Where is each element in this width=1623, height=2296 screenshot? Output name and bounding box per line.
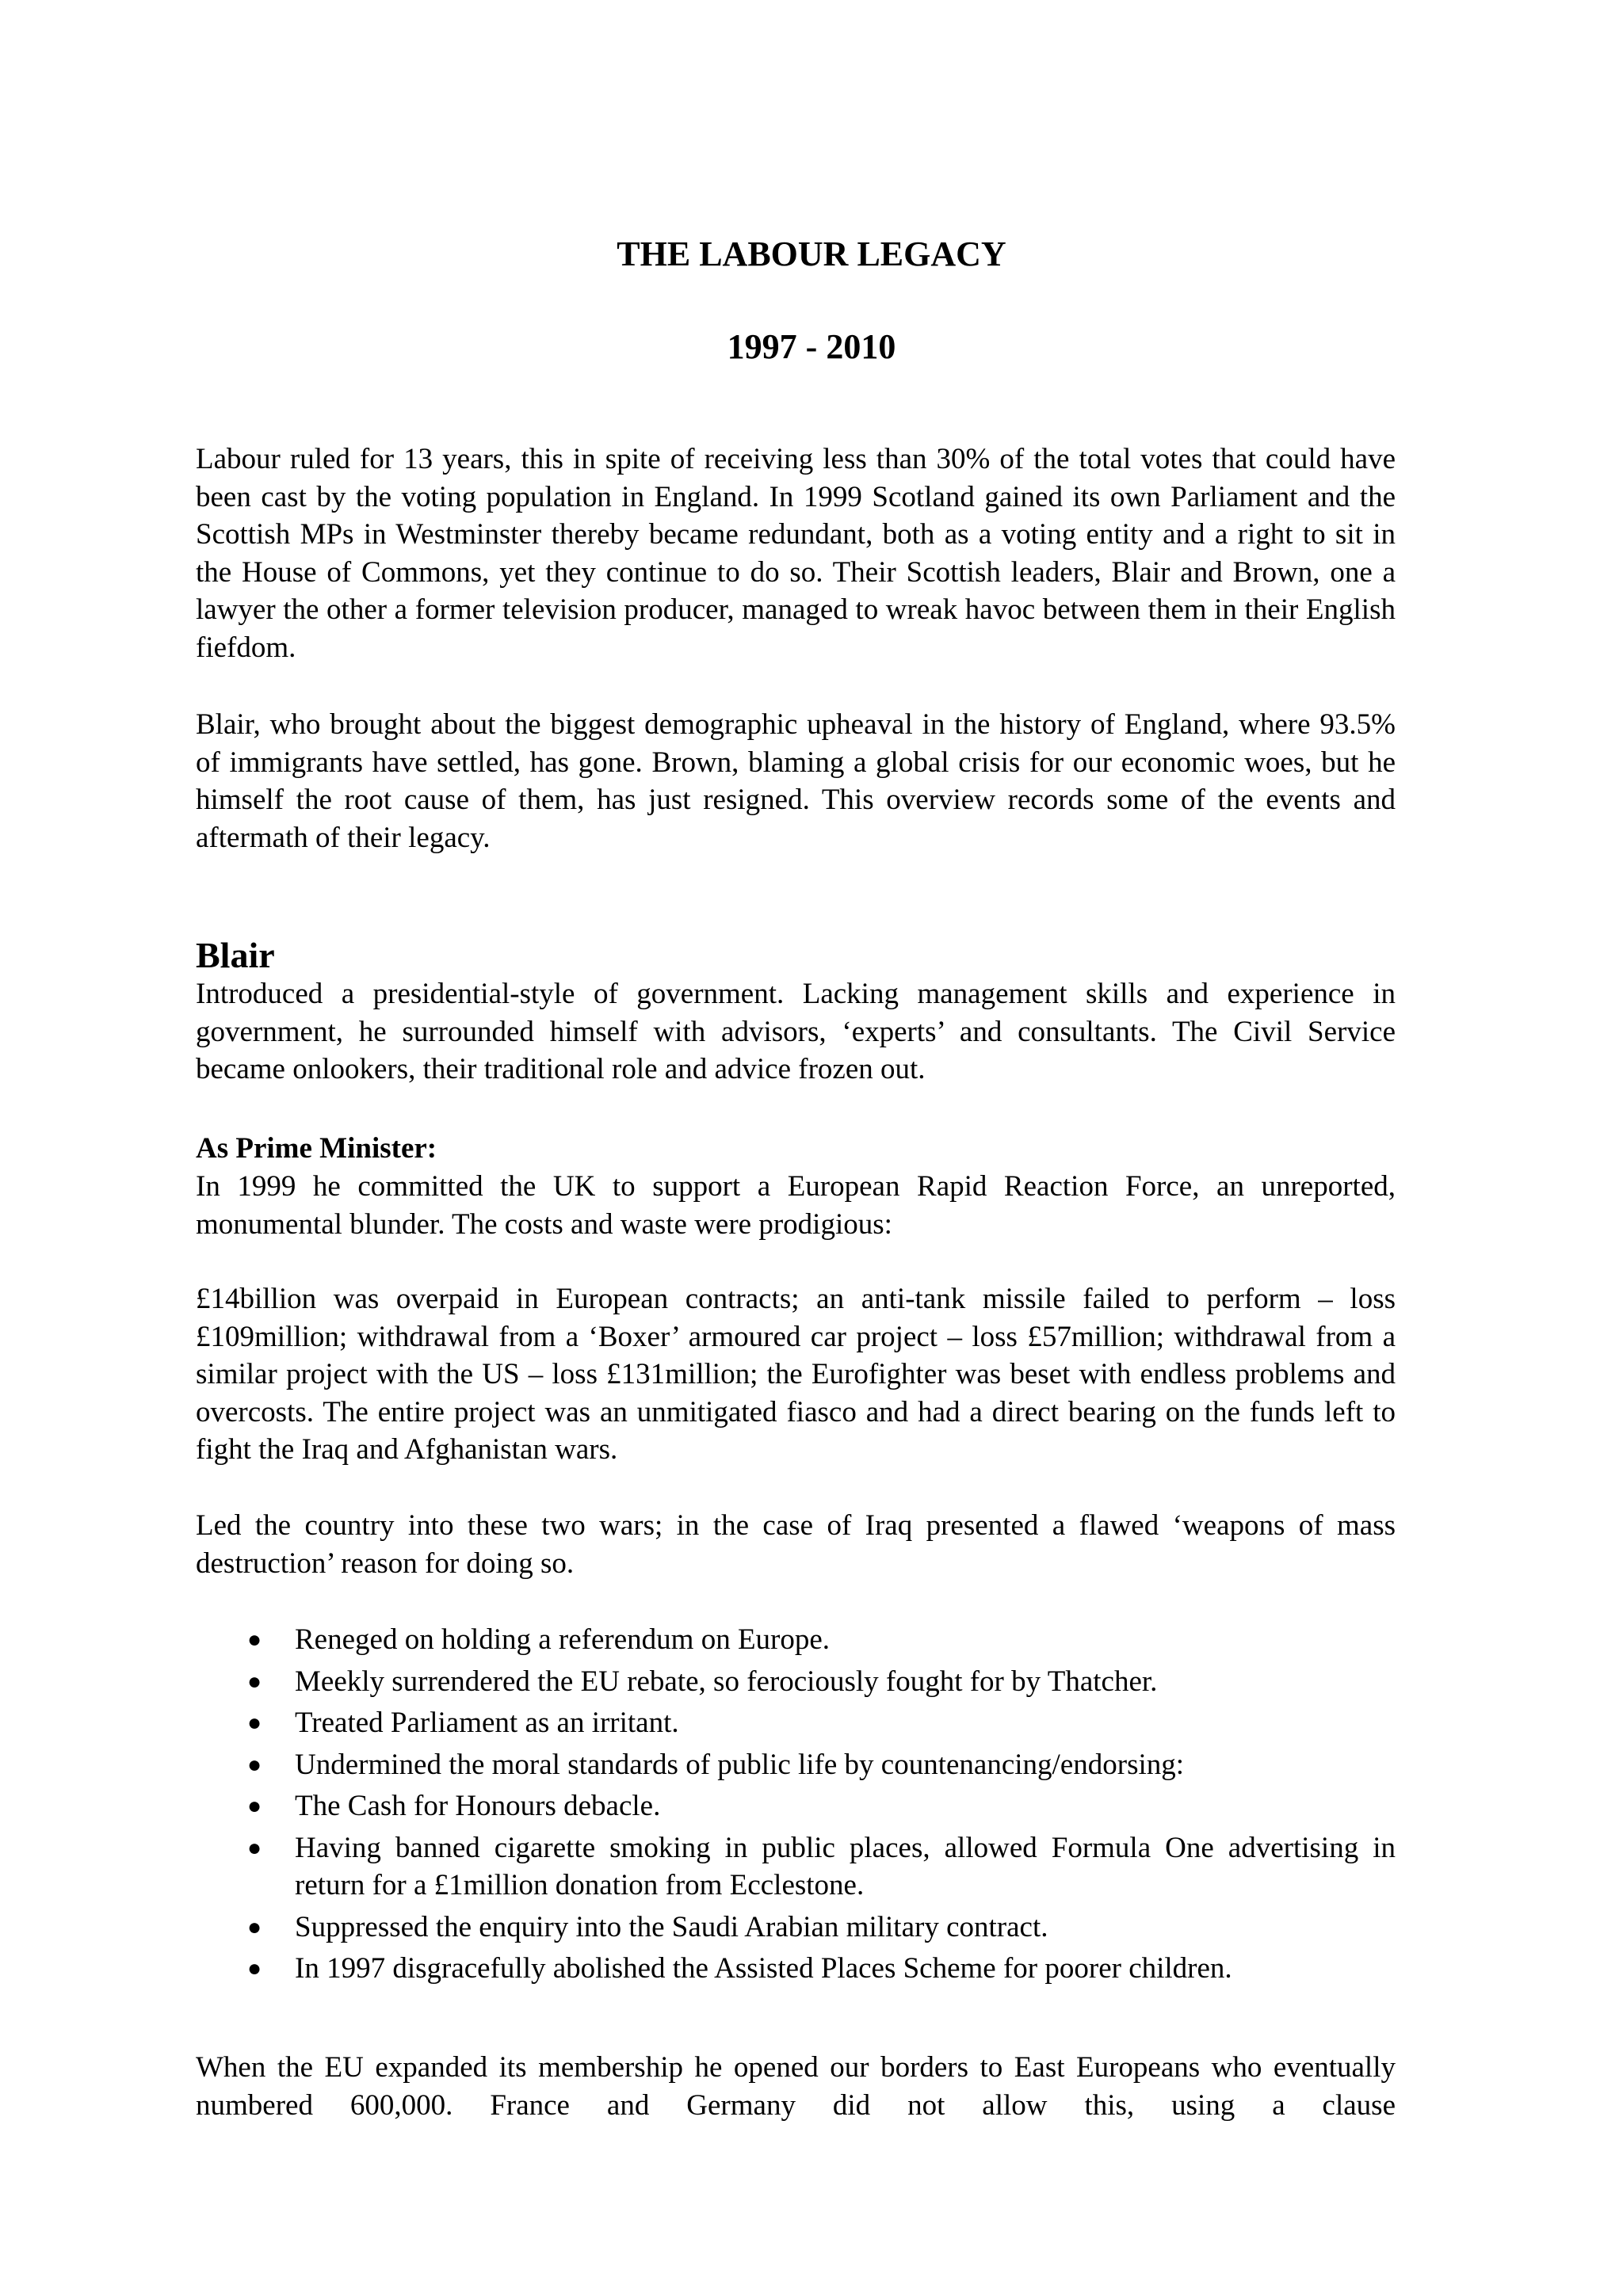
pm-paragraph: £14billion was overpaid in European contracts; an anti-tank missile failed to perform – loss £109million; withdrawal from a ‘Boxer’ armoured car project – loss £57million; withdrawal from a similar project with the US – loss £131million; the Eurofighter was beset with endless problems and overcosts. The entire project was an unmitigated fiasco and had a direct bearing on the funds left to fight the Iraq and Afghanistan wars. — [196, 1283, 1396, 1466]
pm-paragraph-2-block — [196, 1280, 1396, 1469]
bullet-icon: ● — [247, 1751, 262, 1778]
bullet-icon: ● — [247, 1913, 262, 1940]
bullet-list — [196, 1621, 1396, 1988]
bullet-icon: ● — [247, 1793, 262, 1819]
document-title: THE LABOUR LEGACY — [617, 235, 1006, 273]
bullet-text: Having banned cigarette smoking in public places, allowed Formula One advertising in return for a £1million donation from Ecclestone. — [295, 1831, 1396, 1901]
intro-paragraph: Blair, who brought about the biggest demographic upheaval in the history of England, where 93.5% of immigrants have settled, has gone. Brown, blaming a global crisis for our economic woes, but he himself the root cause of them, has just resigned. This overview records some of the events and aftermath of their legacy. — [196, 708, 1396, 854]
pm-paragraph-1-block — [196, 1168, 1396, 1243]
closing-paragraph-block — [196, 2049, 1396, 2124]
bullet-item — [196, 1621, 1396, 1659]
section-heading-blair: Blair — [196, 935, 275, 975]
bullet-text: Reneged on holding a referendum on Europe. — [295, 1623, 831, 1656]
bullet-text: Suppressed the enquiry into the Saudi Arabian military contract. — [295, 1910, 1048, 1943]
bullet-item — [196, 1746, 1396, 1784]
bullet-text: Undermined the moral standards of public life by countenancing/endorsing: — [295, 1748, 1185, 1781]
blair-heading-block — [196, 933, 1396, 978]
blair-intro-block — [196, 975, 1396, 1089]
bullet-list-block — [196, 1621, 1396, 1992]
intro-paragraph: Labour ruled for 13 years, this in spite of receiving less than 30% of the total votes that could have been cast by the voting population in England. In 1999 Scotland gained its own Parliament and the Scottish MPs in Westminster thereby became redundant, both as a voting entity and a right to sit in the House of Commons, yet they continue to do so. Their Scottish leaders, Blair and Brown, one a lawyer the other a former television producer, managed to wreak havoc between them in their English fiefdom. — [196, 443, 1396, 664]
bullet-icon: ● — [247, 1627, 262, 1653]
bullet-text: Meekly surrendered the EU rebate, so ferociously fought for by Thatcher. — [295, 1665, 1158, 1698]
intro-paragraph-1-block — [196, 441, 1396, 666]
bullet-item — [196, 1829, 1396, 1905]
pm-paragraph-3-block — [196, 1507, 1396, 1582]
intro-paragraph-2-block — [196, 706, 1396, 856]
bullet-item — [196, 1787, 1396, 1825]
bullet-item — [196, 1704, 1396, 1742]
bullet-item — [196, 1909, 1396, 1947]
pm-paragraph: In 1999 he committed the UK to support a European Rapid Reaction Force, an unreported, monumental blunder. The costs and waste were prodigious: — [196, 1170, 1396, 1241]
bullet-icon: ● — [247, 1668, 262, 1695]
closing-paragraph: When the EU expanded its membership he opened our borders to East Europeans who eventually numbered 600,000. France and Germany did not allow this, using a clause — [196, 2051, 1396, 2122]
document-years: 1997 - 2010 — [727, 327, 896, 366]
pm-heading-block — [196, 1130, 1396, 1168]
bullet-text: The Cash for Honours debacle. — [295, 1790, 661, 1822]
bullet-icon: ● — [247, 1834, 262, 1861]
sub-heading-prime-minister: As Prime Minister: — [196, 1132, 437, 1165]
pm-paragraph: Led the country into these two wars; in the case of Iraq presented a flawed ‘weapons of mass destruction’ reason for doing so. — [196, 1509, 1396, 1580]
bullet-icon: ● — [247, 1710, 262, 1736]
bullet-icon: ● — [247, 1955, 262, 1981]
bullet-item — [196, 1663, 1396, 1701]
bullet-item — [196, 1950, 1396, 1988]
blair-intro-paragraph: Introduced a presidential-style of government. Lacking management skills and experience in government, he surrounded himself with advisors, ‘experts’ and consultants. The Civil Service became onlookers, their traditional role and advice frozen out. — [196, 978, 1396, 1085]
bullet-text: In 1997 disgracefully abolished the Assisted Places Scheme for poorer children. — [295, 1952, 1232, 1985]
bullet-text: Treated Parliament as an irritant. — [295, 1707, 679, 1739]
